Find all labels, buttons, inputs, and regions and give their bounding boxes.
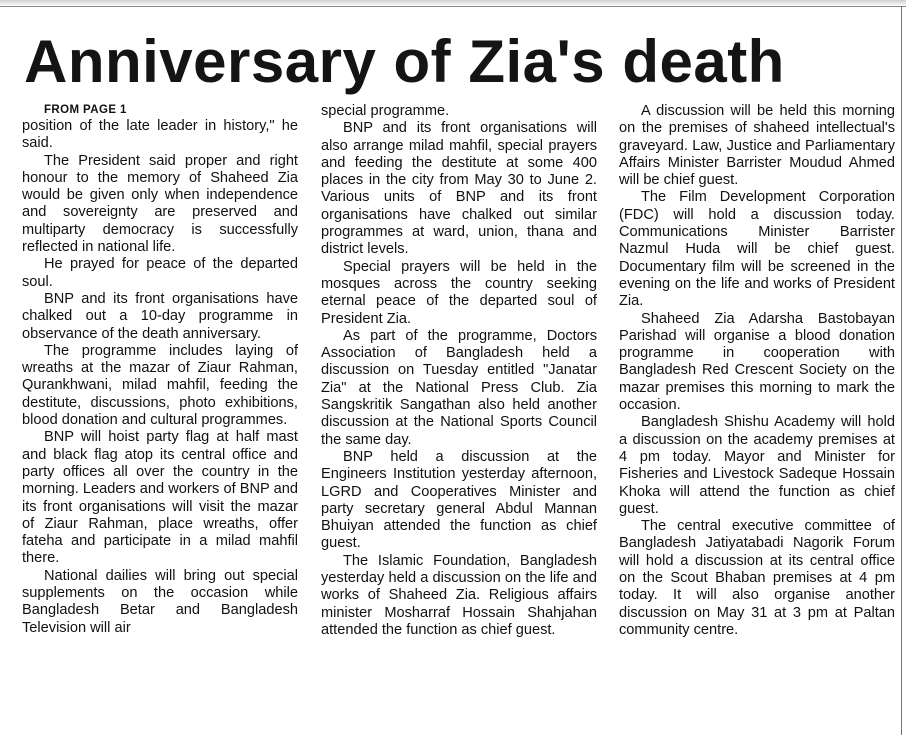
paragraph: The central executive committee of Bangladesh Jatiyatabadi Nagorik Forum will hold a discussion at its central office on the Scout Bhaban premises at 4 pm today. It will also organise another discussion on May 31 at 3 pm at Paltan community centre.: [619, 518, 895, 638]
paragraph: The Islamic Foundation, Bangladesh yesterday held a discussion on the life and works of Shaheed Zia. Religious affairs minister Mosharraf Hossain Shahjahan attended the function as chief guest.: [321, 552, 597, 638]
paragraph: BNP and its front organisations have chalked out a 10-day programme in observance of the death anniversary.: [22, 290, 298, 342]
paragraph: Special prayers will be held in the mosques across the country seeking eternal peace of the departed soul of President Zia.: [321, 258, 597, 327]
top-page-strip: [0, 0, 906, 7]
paragraph: As part of the programme, Doctors Association of Bangladesh held a discussion on Tuesday entitled "Janatar Zia" at the National Press Club. Zia Sangskritik Sangathan also held another discussion at the National Sports Council the same day.: [321, 327, 597, 448]
paragraph: He prayed for peace of the departed soul.: [22, 256, 298, 290]
paragraph: A discussion will be held this morning on the premises of shaheed intellectual's graveyard. Law, Justice and Parliamentary Affairs Minister Barrister Moudud Ahmed will be chief guest.: [619, 103, 895, 189]
article-column-3: [619, 103, 895, 731]
article-column-2: [321, 103, 597, 731]
paragraph: Shaheed Zia Adarsha Bastobayan Parishad will organise a blood donation programme in cooperation with Bangladesh Red Crescent Society on the mazar premises this morning to mark the occasion.: [619, 310, 895, 414]
paragraph: BNP and its front organisations will also arrange milad mahfil, special prayers and feeding the destitute at some 400 places in the city from May 30 to June 2. Various units of BNP and its front organisations have chalked out similar programmes at ward, union, thana and district levels.: [321, 120, 597, 258]
paragraph: The Film Development Corporation (FDC) will hold a discussion today. Communications Minister Barrister Nazmul Huda will be chief guest. Documentary film will be screened in the evening on the life and works of President Zia.: [619, 189, 895, 310]
paragraph: position of the late leader in history," he said.: [22, 118, 298, 152]
paragraph: BNP will hoist party flag at half mast and black flag atop its central office and party offices all over the country in the morning. Leaders and workers of BNP and its front organisations will visit the mazar of Ziaur Rahman, place wreaths, offer fateha and participate in a milad mahfil there.: [22, 429, 298, 567]
paragraph: National dailies will bring out special supplements on the occasion while Bangladesh Betar and Bangladesh Television will air: [22, 567, 298, 636]
paragraph: The programme includes laying of wreaths at the mazar of Ziaur Rahman, Qurankhwani, milad mahfil, feeding the destitute, discussions, photo exhibitions, blood donation and cultural programmes.: [22, 342, 298, 429]
paragraph: special programme.: [321, 103, 450, 119]
right-column-rule: [901, 6, 902, 735]
headline: Anniversary of Zia's death: [24, 28, 785, 95]
article-column-1: [22, 103, 298, 731]
paragraph: BNP held a discussion at the Engineers Institution yesterday afternoon, LGRD and Cooperatives Minister and party secretary general Abdul Mannan Bhuiyan attended the function as chief guest.: [321, 448, 597, 552]
jump-label: FROM PAGE 1: [44, 104, 127, 116]
paragraph: Bangladesh Shishu Academy will hold a discussion on the academy premises at 4 pm today. Mayor and Minister for Fisheries and Livestock Sadeque Hossain Khoka will attend the function as chief guest.: [619, 414, 895, 517]
paragraph: The President said proper and right honour to the memory of Shaheed Zia would be given only when independence and sovereignty are preserved and multiparty democracy is successfully reflected in national life.: [22, 152, 298, 256]
